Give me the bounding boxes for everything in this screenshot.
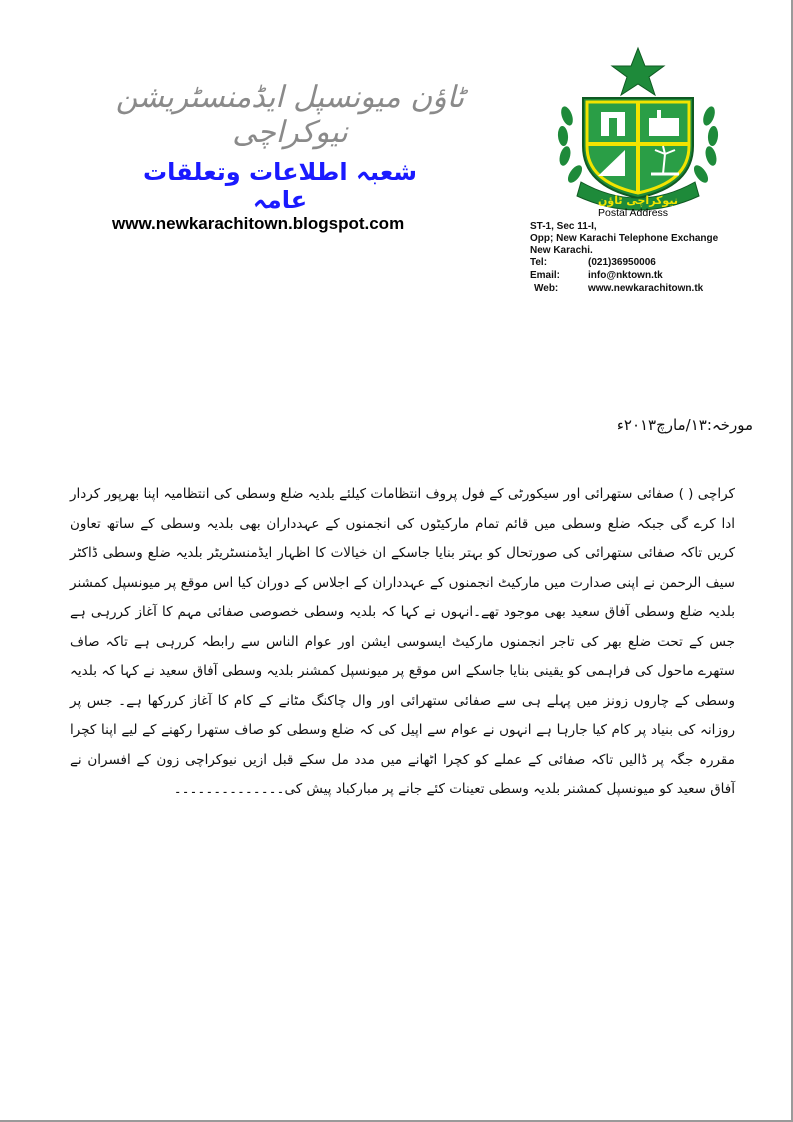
contact-tel-value[interactable]: (021)36950006 [588,257,656,268]
contact-tel-label: Tel: [530,257,548,268]
press-release-body [70,480,735,805]
website-link[interactable]: www.newkarachitown.blogspot.com [112,214,405,233]
address-line-2: Opp; New Karachi Telephone Exchange [530,233,719,244]
star-icon [612,48,664,95]
new-karachi-town-logo [553,46,723,212]
body-paragraph: کراچی ( ) صفائی ستھرائی اور سیکورٹی کے فول پروف انتظامات کیلئے بلدیہ ضلع وسطی کی انتظامیہ اپنا بھرپور کردار ادا کرے گی جبکہ ضلع وسطی میں قائم تمام مارکیٹوں کی انجمنوں کے عہدداران بھی بلدیہ وسطی کے ساتھ تعاون کریں تاکہ صفائی ستھرائی کی صورتحال کو بہتر بنایا جاسکے ان خیالات کا اظہار ایڈمنسٹریٹر بلدیہ ضلع وسطی ڈاکٹر سیف الرحمن نے اپنی صدارت میں مارکیٹ انجمنوں کے عہدداران کے اجلاس کے دوران کیا اس موقع پر میونسپل کمشنر بلدیہ ضلع وسطی آفاق سعید بھی موجود تھے۔انہوں نے کہا کہ بلدیہ وسطی خصوصی صفائی مہم کا آغاز کررہی ہے جس کے تحت ضلع بھر کی تاجر انجمنوں مارکیٹ ایسوسی ایشن اور عوام الناس سے رابطہ کررہی ہے تاکہ صاف ستھرے ماحول کی فراہمی کو یقینی بنایا جاسکے اس موقع پر میونسپل کمشنر بلدیہ وسطی آفاق سعید نے کہا کہ بلدیہ وسطی کے چاروں زونز میں پہلے ہی سے صفائی ستھرائی اور وال چاکنگ مٹانے کے کام کا آغاز کررکھا ہے۔ جس پر روزانہ کی بنیاد پر کام کیا جارہا ہے انہوں نے عوام سے اپیل کی کہ ضلع وسطی کو صاف ستھرا رکھنے کے لیے اپنا کچرا مقررہ جگہ پر ڈالیں تاکہ صفائی کے عملے کو کچرا اٹھانے میں مدد مل سکے قبل ازیں نیوکراچی زون کے افسران نے آفاق سعید کو میونسپل کمشنر بلدیہ وسطی تعینات کئے جانے پر مبارکباد پیش کی۔۔۔۔۔۔۔۔۔۔۔۔۔۔ [70,486,735,797]
document-date: مورخہ:۱۳/مارچ۲۰۱۳ء [616,416,753,434]
department-title: ٹاؤن میونسپل ایڈمنسٹریشن نیوکراچی [115,80,465,150]
section-title: شعبہ اطلاعات وتعلقات عامہ [143,158,417,214]
address-line-1: ST-1, Sec 11-I, [530,221,597,232]
contact-web-value[interactable]: www.newkarachitown.tk [588,283,704,294]
contact-email-value[interactable]: info@nktown.tk [588,270,663,281]
postal-address-heading: Postal Address [598,207,669,219]
ribbon-text: نیوکراچی ٹاؤن [598,194,678,207]
contact-email-label: Email: [530,270,561,281]
contact-web-label: Web: [534,283,559,294]
address-line-3: New Karachi. [530,245,593,256]
